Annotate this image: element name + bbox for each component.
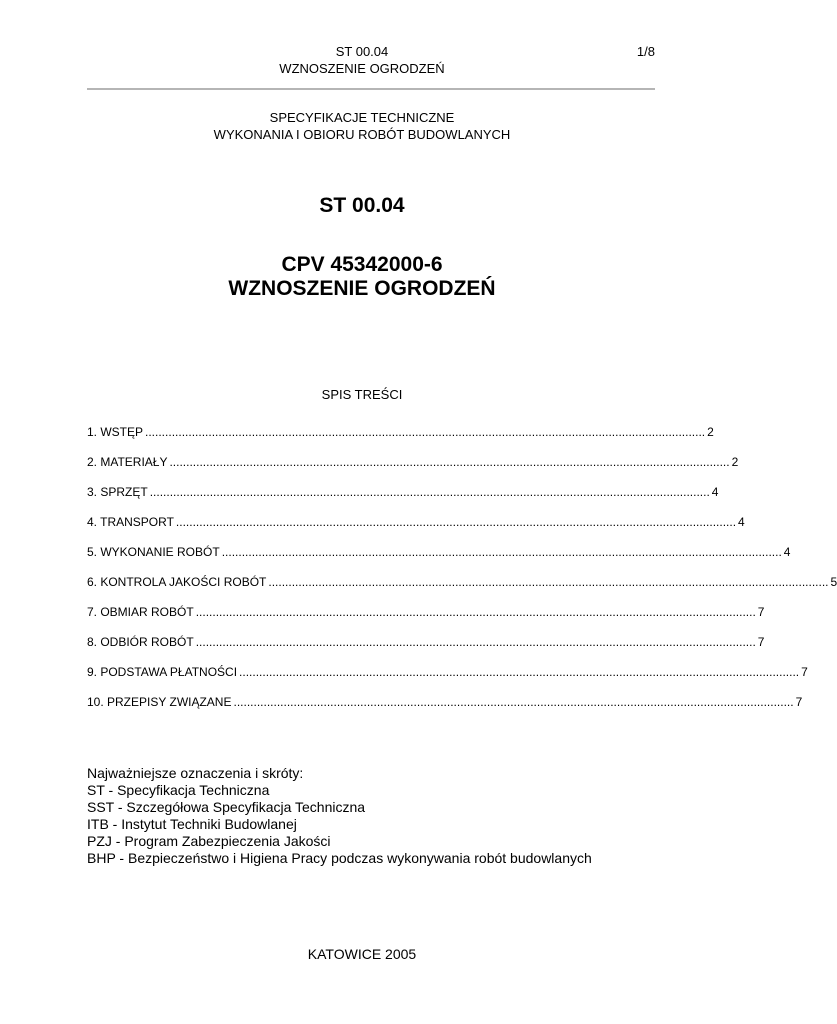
abbreviation-item: PZJ - Program Zabezpieczenia Jakości xyxy=(87,833,331,849)
toc-item-page: 2 xyxy=(707,425,714,439)
toc-heading: SPIS TREŚCI xyxy=(321,387,403,402)
toc-leader-dots: ........................................................................................................................................................................ xyxy=(221,545,782,559)
toc-item-page: 7 xyxy=(757,635,765,649)
toc-item[interactable] xyxy=(87,454,739,470)
toc-item-label: 1. WSTĘP xyxy=(87,425,144,439)
toc-item-label: 8. ODBIÓR ROBÓT xyxy=(87,635,194,649)
toc-item-label: 2. MATERIAŁY xyxy=(87,455,168,469)
abbreviations-heading: Najważniejsze oznaczenia i skróty: xyxy=(87,765,304,781)
page-number: 1/8 xyxy=(636,44,655,59)
toc-leader-dots: ........................................................................................................................................................................ xyxy=(268,575,829,589)
abbreviation-item: ITB - Instytut Techniki Budowlanej xyxy=(87,816,297,832)
toc-item[interactable] xyxy=(87,574,837,590)
toc-item-page: 4 xyxy=(711,485,719,499)
toc-item[interactable] xyxy=(87,424,714,440)
abbreviation-item: SST - Szczegółowa Specyfikacja Techniczna xyxy=(87,799,366,815)
abbreviation-item: BHP - Bezpieczeństwo i Higiena Pracy podczas wykonywania robót budowlanych xyxy=(87,850,592,866)
toc-item-page: 7 xyxy=(801,665,808,679)
toc-item-label: 7. OBMIAR ROBÓT xyxy=(87,605,194,619)
spec-title-line2: WYKONANIA I OBIORU ROBÓT BUDOWLANYCH xyxy=(213,127,511,142)
toc-item[interactable] xyxy=(87,694,803,710)
abbreviations-section xyxy=(87,765,592,867)
spec-title-line1: SPECYFIKACJE TECHNICZNE xyxy=(269,110,455,125)
cpv-code: CPV 45342000-6 xyxy=(281,253,443,276)
toc-item-page: 4 xyxy=(738,515,745,529)
toc-leader-dots: ........................................................................................................................................................................ xyxy=(195,605,756,619)
toc-leader-dots: ........................................................................................................................................................................ xyxy=(175,515,737,529)
document-title: WZNOSZENIE OGRODZEŃ xyxy=(228,277,496,300)
toc-leader-dots: ........................................................................................................................................................................ xyxy=(233,695,794,709)
toc-leader-dots: ........................................................................................................................................................................ xyxy=(169,455,730,469)
toc-item-page: 7 xyxy=(757,605,765,619)
toc-leader-dots: ........................................................................................................................................................................ xyxy=(149,485,710,499)
toc-item-label: 6. KONTROLA JAKOŚCI ROBÓT xyxy=(87,575,267,589)
toc-item[interactable] xyxy=(87,634,765,650)
toc-item[interactable] xyxy=(87,484,719,500)
toc-item[interactable] xyxy=(87,544,791,560)
toc-item-page: 2 xyxy=(731,455,739,469)
toc-leader-dots: ........................................................................................................................................................................ xyxy=(239,665,800,679)
toc-item-label: 5. WYKONANIE ROBÓT xyxy=(87,545,220,559)
toc-leader-dots: ........................................................................................................................................................................ xyxy=(195,635,756,649)
document-code: ST 00.04 xyxy=(319,194,405,217)
toc-leader-dots: ........................................................................................................................................................................ xyxy=(145,425,706,439)
toc-item-label: 3. SPRZĘT xyxy=(87,485,148,499)
toc-item-page: 5 xyxy=(830,575,837,589)
toc-item[interactable] xyxy=(87,664,808,680)
place-and-date: KATOWICE 2005 xyxy=(307,946,417,962)
header-title: WZNOSZENIE OGRODZEŃ xyxy=(279,61,445,76)
toc-item-label: 10. PRZEPISY ZWIĄZANE xyxy=(87,695,232,709)
toc-item-page: 7 xyxy=(795,695,803,709)
abbreviation-item: ST - Specyfikacja Techniczna xyxy=(87,782,270,798)
toc-item-label: 9. PODSTAWA PŁATNOŚCI xyxy=(87,665,238,679)
toc-item[interactable] xyxy=(87,514,745,530)
toc-item-page: 4 xyxy=(783,545,791,559)
header-code: ST 00.04 xyxy=(335,44,389,59)
toc-item-label: 4. TRANSPORT xyxy=(87,515,174,529)
toc-item[interactable] xyxy=(87,604,765,620)
